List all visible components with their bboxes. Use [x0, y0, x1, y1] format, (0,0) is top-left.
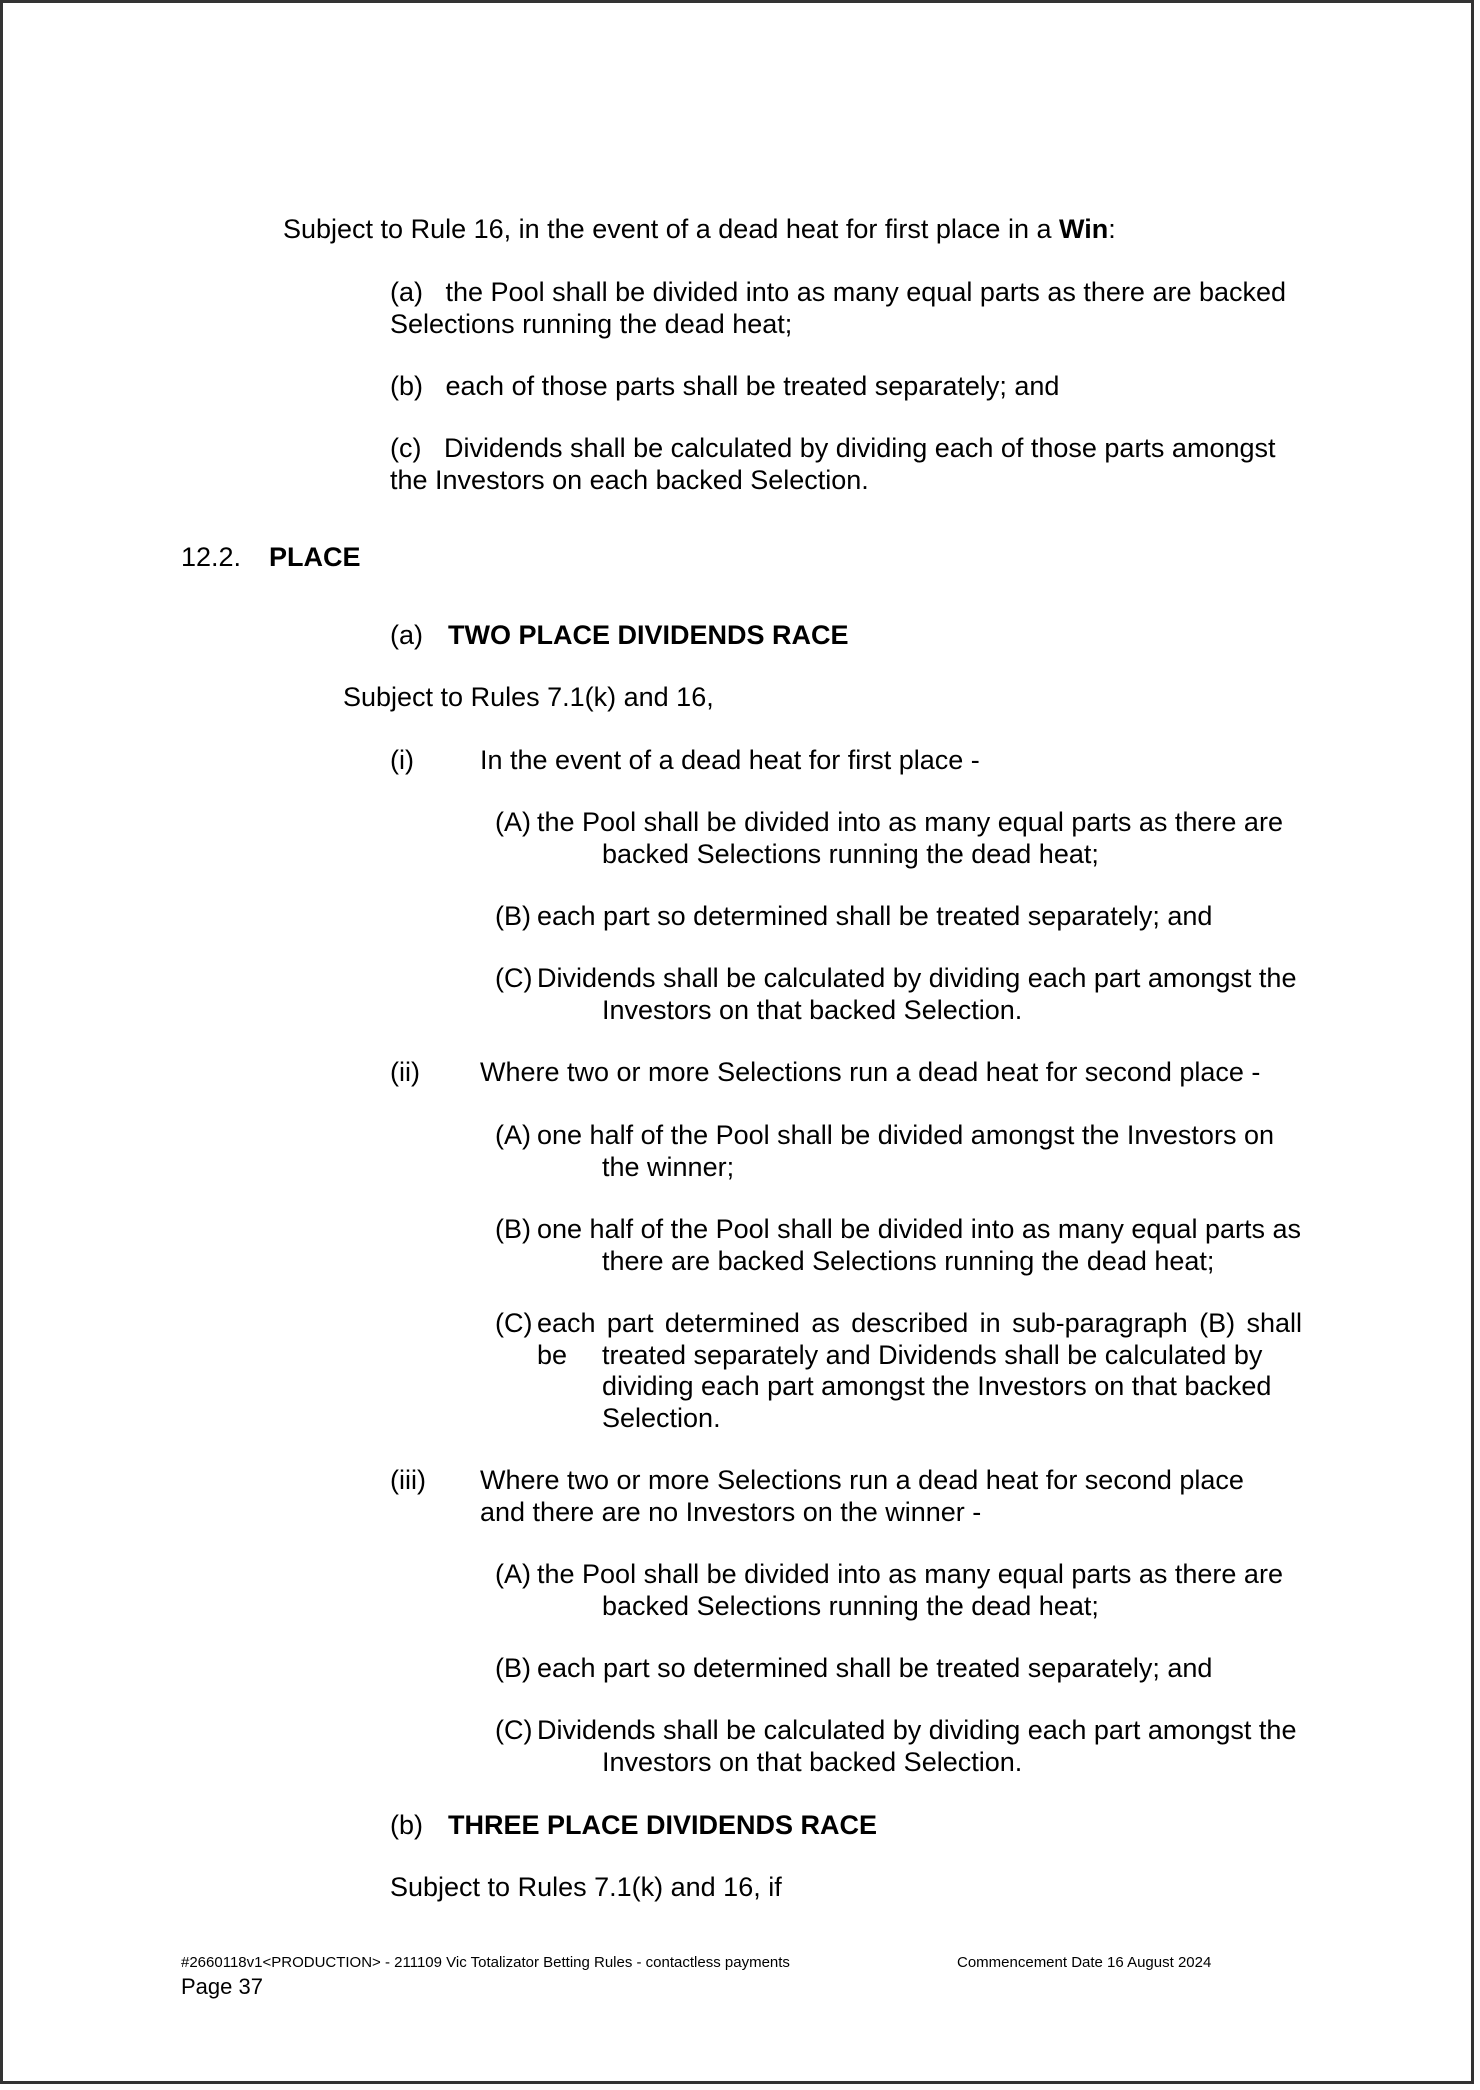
- item-marker: (a): [390, 277, 423, 307]
- clause-i-C-text: Dividends shall be calculated by dividing each part amongst the: [537, 963, 1297, 993]
- item-text: Dividends shall be calculated by dividing each of those parts amongst: [444, 433, 1276, 463]
- clause-i-B-text: each part so determined shall be treated separately; and: [537, 901, 1213, 931]
- clause-iii-C-cont: Investors on that backed Selection.: [602, 1747, 1023, 1777]
- clause-ii-text: Where two or more Selections run a dead heat for second place -: [480, 1057, 1261, 1087]
- footer-commencement: Commencement Date 16 August 2024: [957, 1954, 1212, 1971]
- clause-ii-C-cont3: Selection.: [602, 1403, 721, 1433]
- clause-ii-A-cont: the winner;: [602, 1152, 735, 1182]
- clause-iii-B-marker: (B): [495, 1653, 531, 1683]
- three-place-marker: (b): [390, 1810, 423, 1840]
- win-item-a-cont: Selections running the dead heat;: [390, 309, 793, 339]
- clause-ii-C-cont1: treated separately and Dividends shall be calculated by: [602, 1340, 1263, 1370]
- clause-ii-B-text: one half of the Pool shall be divided into as many equal parts as: [537, 1214, 1301, 1244]
- footer-doc-ref: #2660118v1<PRODUCTION> - 211109 Vic Totalizator Betting Rules - contactless payments: [181, 1954, 790, 1971]
- clause-iii-C-text: Dividends shall be calculated by dividing each part amongst the: [537, 1715, 1297, 1745]
- three-place-subject: Subject to Rules 7.1(k) and 16, if: [390, 1872, 782, 1902]
- clause-ii-C-marker: (C): [495, 1308, 533, 1338]
- clause-ii-C-text: each part determined as described in sub-paragraph (B) shall be: [537, 1308, 1302, 1370]
- win-item-a: [390, 276, 1286, 308]
- clause-iii-A-marker: (A): [495, 1559, 531, 1589]
- win-item-c-cont: the Investors on each backed Selection.: [390, 465, 869, 495]
- three-place-heading: THREE PLACE DIVIDENDS RACE: [448, 1810, 878, 1840]
- clause-iii-A-text: the Pool shall be divided into as many equal parts as there are: [537, 1559, 1283, 1589]
- clause-i-A-text: the Pool shall be divided into as many equal parts as there are: [537, 807, 1283, 837]
- clause-ii-marker: (ii): [390, 1057, 420, 1087]
- win-intro-bold: Win: [1059, 214, 1109, 244]
- clause-ii-B-cont: there are backed Selections running the dead heat;: [602, 1246, 1215, 1276]
- clause-iii-text: Where two or more Selections run a dead heat for second place: [480, 1465, 1244, 1495]
- item-text: each of those parts shall be treated separately; and: [445, 371, 1060, 401]
- two-place-marker: (a): [390, 620, 423, 650]
- clause-i-A-marker: (A): [495, 807, 531, 837]
- item-text: the Pool shall be divided into as many equal parts as there are backed: [445, 277, 1287, 307]
- clause-ii-A-text: one half of the Pool shall be divided amongst the Investors on: [537, 1120, 1274, 1150]
- two-place-heading: TWO PLACE DIVIDENDS RACE: [448, 620, 849, 650]
- clause-iii-text-cont: and there are no Investors on the winner -: [480, 1497, 982, 1527]
- item-marker: (b): [390, 371, 423, 401]
- clause-i-C-cont: Investors on that backed Selection.: [602, 995, 1023, 1025]
- footer-page-number: Page 37: [181, 1974, 263, 1999]
- clause-iii-A-cont: backed Selections running the dead heat;: [602, 1591, 1099, 1621]
- win-intro: [283, 213, 1116, 245]
- clause-ii-C-cont2: dividing each part amongst the Investors on that backed: [602, 1371, 1272, 1401]
- clause-iii-C-marker: (C): [495, 1715, 533, 1745]
- section-title: PLACE: [269, 542, 361, 572]
- win-intro-suffix: :: [1108, 214, 1116, 244]
- two-place-subject: Subject to Rules 7.1(k) and 16,: [343, 682, 714, 712]
- section-number: 12.2.: [181, 542, 242, 572]
- clause-i-text: In the event of a dead heat for first place -: [480, 745, 980, 775]
- item-marker: (c): [390, 433, 422, 463]
- clause-i-B-marker: (B): [495, 901, 531, 931]
- win-intro-text: Subject to Rule 16, in the event of a dead heat for first place in a: [283, 214, 1059, 244]
- clause-ii-A-marker: (A): [495, 1120, 531, 1150]
- clause-iii-B-text: each part so determined shall be treated separately; and: [537, 1653, 1213, 1683]
- clause-i-marker: (i): [390, 745, 414, 775]
- clause-ii-B-marker: (B): [495, 1214, 531, 1244]
- clause-i-A-cont: backed Selections running the dead heat;: [602, 839, 1099, 869]
- clause-iii-marker: (iii): [390, 1465, 426, 1495]
- win-item-c: [390, 432, 1276, 464]
- clause-i-C-marker: (C): [495, 963, 533, 993]
- win-item-b: [390, 370, 1059, 402]
